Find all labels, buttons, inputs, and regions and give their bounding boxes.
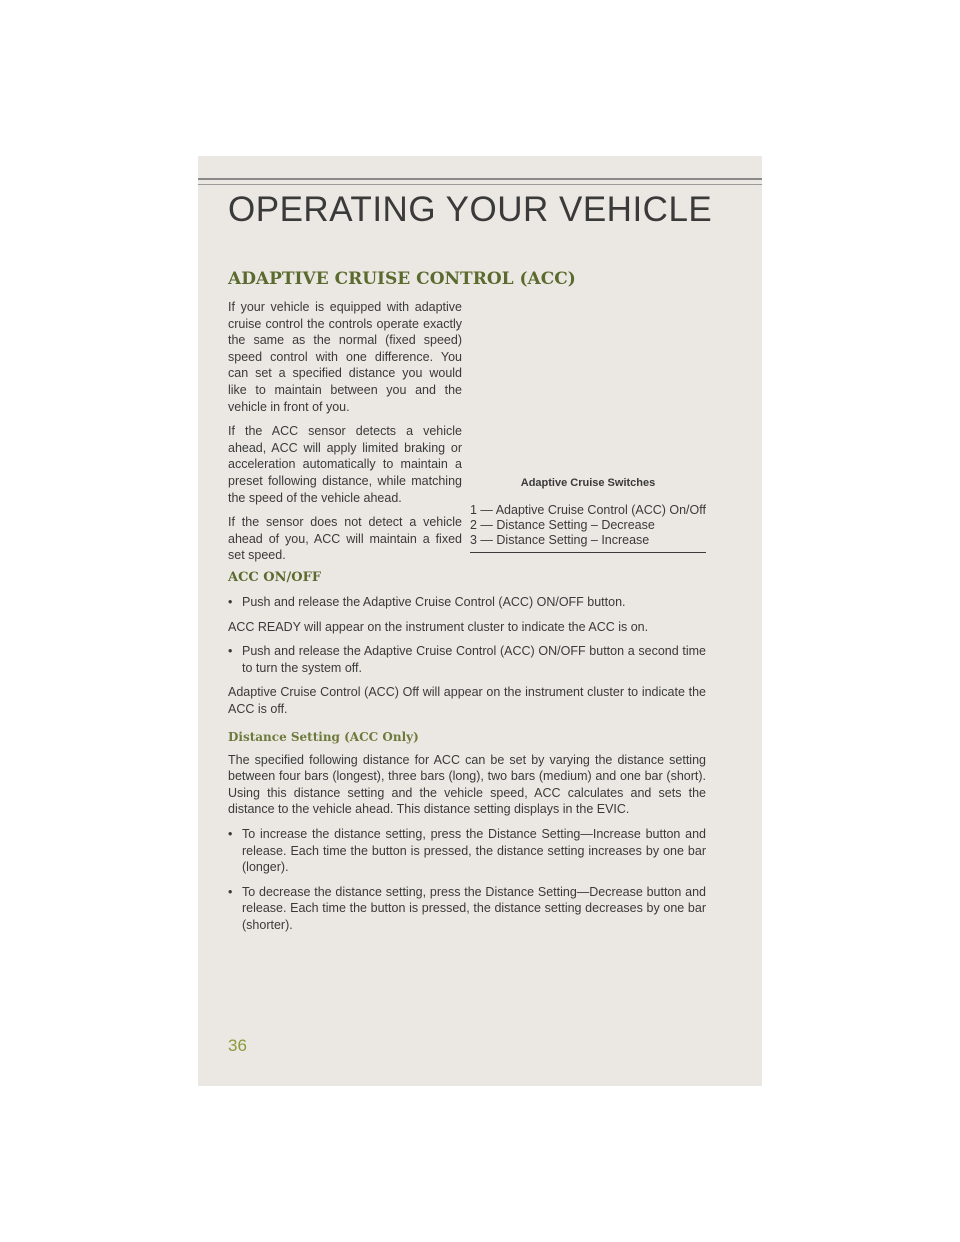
figure (470, 299, 706, 553)
intro-paragraph-3: If the sensor does not detect a vehicle ahead of you, ACC will maintain a fixed set speed. (228, 515, 462, 563)
intro-text (228, 299, 462, 572)
manual-page (198, 156, 762, 1086)
legend-item-3: 3 — Distance Setting – Increase (470, 533, 650, 547)
page-title: ADAPTIVE CRUISE CONTROL (ACC) (228, 269, 576, 289)
legend-item-2: 2 — Distance Setting – Decrease (470, 518, 655, 532)
page-number: 36 (228, 1036, 247, 1055)
distance-bullet-1: • To increase the distance setting, press the Distance Setting—Increase button and release. Each time the button is pressed, the distance setting increases by one bar (longer). (228, 826, 706, 876)
distance-bullet-2: • To decrease the distance setting, press the Distance Setting—Decrease button and release. Each time the button is pressed, the distance setting decreases by one bar (shorter). (228, 884, 706, 934)
acc-onoff-bullet-2: • Push and release the Adaptive Cruise Control (ACC) ON/OFF button a second time to turn the system off. (228, 643, 706, 676)
acc-onoff-paragraph-2: Adaptive Cruise Control (ACC) Off will appear on the instrument cluster to indicate the ACC is off. (228, 685, 706, 716)
header-rule-bottom (198, 184, 762, 185)
acc-onoff-paragraph-1: ACC READY will appear on the instrument cluster to indicate the ACC is on. (228, 619, 649, 634)
distance-heading: Distance Setting (ACC Only) (228, 729, 419, 744)
section-header: OPERATING YOUR VEHICLE (228, 190, 713, 229)
legend-item-1: 1 — Adaptive Cruise Control (ACC) On/Off (470, 503, 706, 517)
intro-paragraph-1: If your vehicle is equipped with adaptive cruise control the controls operate exactly the same as the normal (fixed speed) speed control with one difference. You can set a specified distance you would like to maintain between you and the vehicle in front of you. (228, 300, 462, 414)
figure-image-placeholder (470, 299, 706, 475)
acc-onoff-bullet-1: • Push and release the Adaptive Cruise Control (ACC) ON/OFF button. (228, 594, 706, 611)
acc-onoff-heading: ACC ON/OFF (228, 570, 322, 585)
intro-paragraph-2: If the ACC sensor detects a vehicle ahead, ACC will apply limited braking or acceleration automatically to maintain a preset following distance, while matching the speed of the vehicle ahead. (228, 424, 462, 505)
figure-caption: Adaptive Cruise Switches (520, 477, 656, 489)
header-rule-top (198, 178, 762, 180)
distance-paragraph: The specified following distance for ACC can be set by varying the distance setting between four bars (longest), three bars (long), two bars (medium) and one bar (short). Using this distance setting and the vehicle speed, ACC calculates and sets the distance to the vehicle ahead. This distance setting displays in the EVIC. (228, 752, 706, 817)
figure-legend (470, 503, 706, 553)
body-text (228, 570, 706, 942)
